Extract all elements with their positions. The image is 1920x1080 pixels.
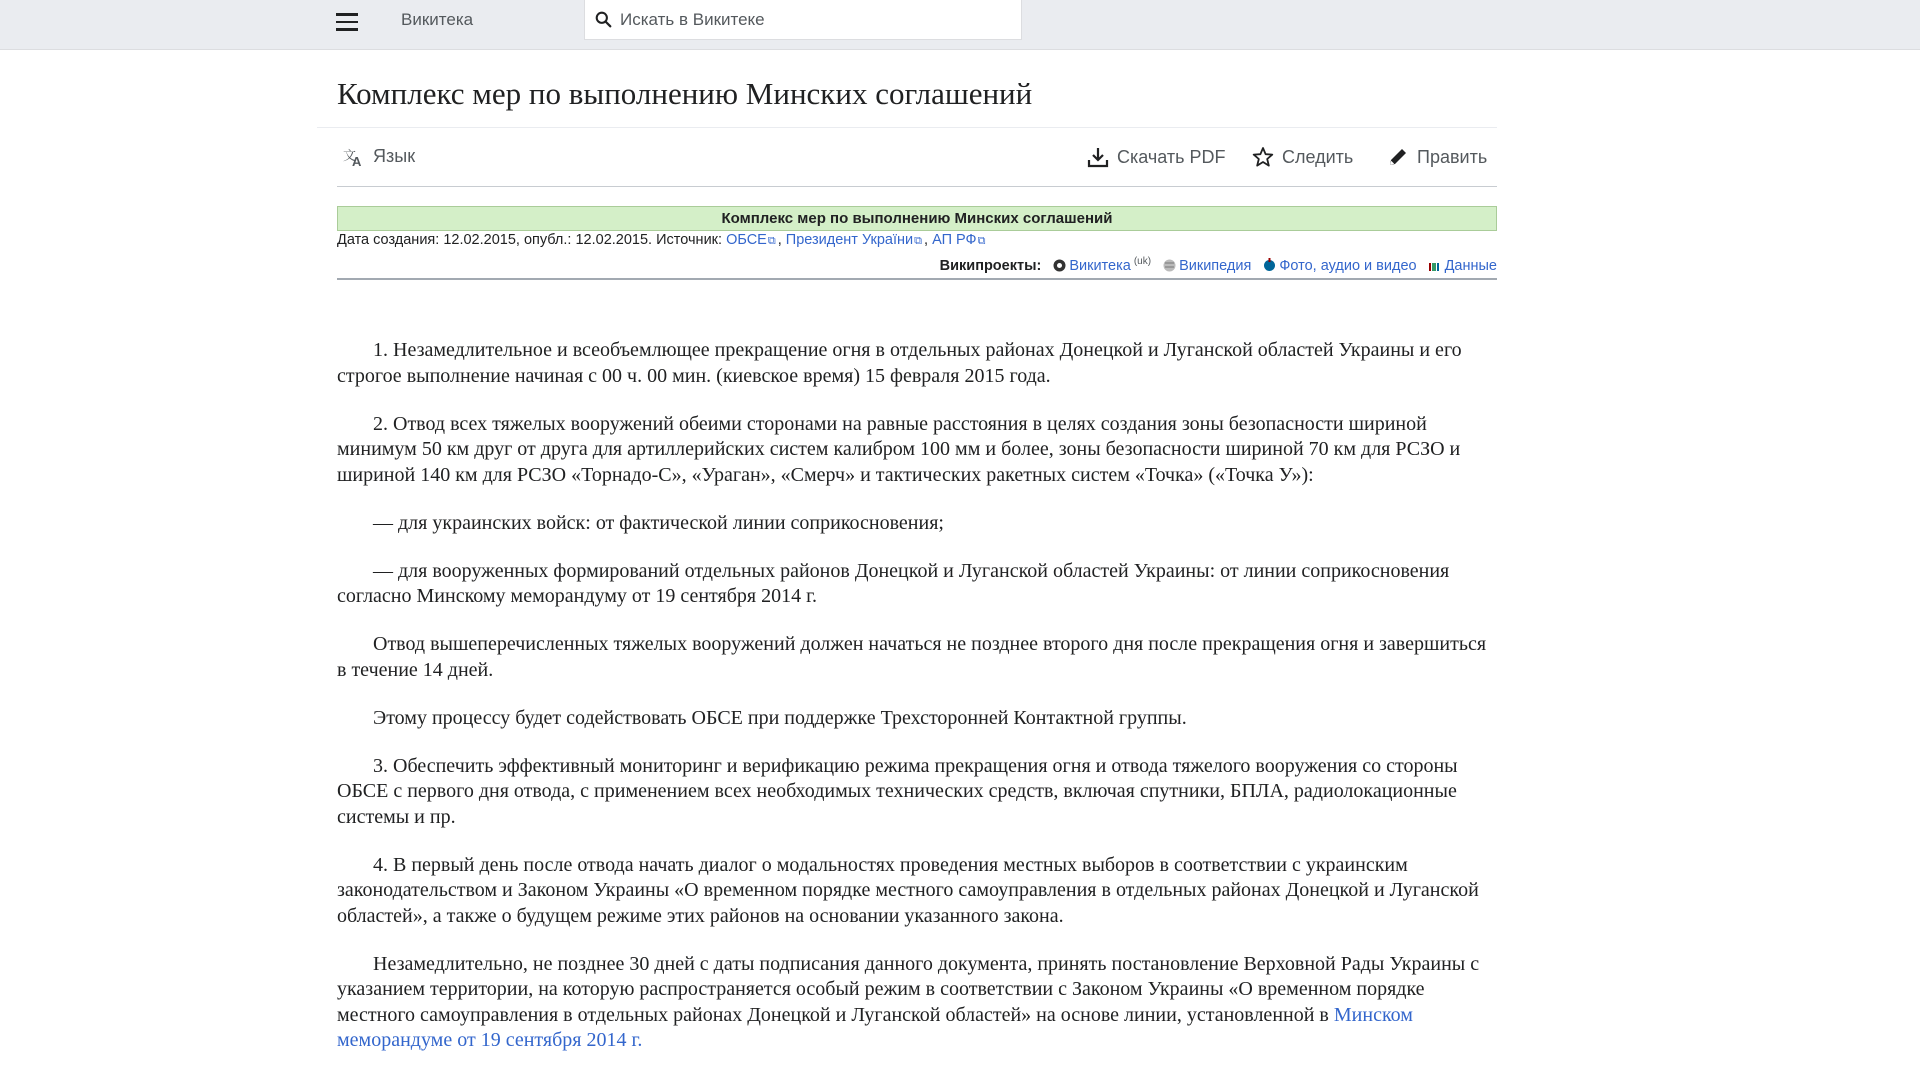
pencil-icon <box>1387 146 1409 168</box>
source-link-osce[interactable]: ОБСЕ <box>726 232 767 248</box>
commons-icon <box>1263 257 1276 272</box>
external-link-icon: ⧉ <box>914 235 922 247</box>
download-pdf-label: Скачать PDF <box>1117 146 1226 167</box>
language-icon <box>343 147 365 167</box>
project-link-wikisource[interactable]: Викитека <box>1069 258 1131 274</box>
source-link-president[interactable]: Президент України <box>785 232 914 248</box>
edit-button[interactable] <box>1387 146 1487 168</box>
paragraph: 1. Незамедлительное и всеобъемлющее прекращение огня в отдельных районах Донецкой и Луганской областей Украины и его строгое выполнение начиная с 00 ч. 00 мин. (киевское время) 15 февраля 2015 года. <box>337 339 1462 387</box>
download-pdf-button[interactable] <box>1087 146 1226 168</box>
document-meta: Дата создания: 12.02.2015, опубл.: 12.02.2015. Источник: ОБСЕ⧉ , Президент України⧉ , АП РФ⧉ <box>337 232 986 248</box>
language-label: Язык <box>373 146 416 166</box>
external-link-icon: ⧉ <box>977 235 986 247</box>
svg-text:A: A <box>352 153 362 167</box>
top-header <box>0 0 1920 50</box>
project-link-wikipedia[interactable]: Википедия <box>1179 258 1252 274</box>
wikiprojects-label: Википроекты: <box>939 258 1042 274</box>
svg-text:文: 文 <box>343 147 357 163</box>
paragraph: Этому процессу будет содействовать ОБСЕ при поддержке Трехсторонней Контактной группы. <box>373 706 1187 729</box>
search-input[interactable] <box>620 10 1000 30</box>
paragraph: 2. Отвод всех тяжелых вооружений обеими сторонами на равные расстояния в целях создания зоны безопасности шириной минимум 50 км друг от друга для артиллерийских систем калибром 100 мм и более, зоны безопасности шириной 70 км для РСЗО и шириной 140 км для РСЗО «Торнадо-С», «Ураган», «Смерч» и тактических ракетных систем «Точка» («Точка У»): <box>337 412 1461 486</box>
search-box[interactable] <box>584 0 1022 40</box>
star-icon <box>1252 146 1274 168</box>
wikipedia-icon <box>1163 259 1176 272</box>
minsk-memorandum-link[interactable]: Минском меморандуме от 19 сентября 2014 г. <box>337 1003 1413 1051</box>
paragraph-text: Незамедлительно, не позднее 30 дней с даты подписания данного документа, принять постановление Верховной Рады Украины с указанием территории, на которую распространяется особый режим в соответствии с Законом Украины «О временном порядке местного самоуправления в отдельных районах Донецкой и Луганской областей» на основе линии, установленной в <box>337 952 1480 1026</box>
paragraph: 4. В первый день после отвода начать диалог о модальностях проведения местных выборов в соответствии с украинским законодательством и Законом Украины «О временном порядке местного самоуправления в отдельных районах Донецкой и Луганской областей», а также о будущем режиме этих районов на основании указанного закона. <box>337 853 1479 927</box>
document-header-title: Комплекс мер по выполнению Минских соглашений <box>337 206 1497 231</box>
document-body <box>337 338 1497 1076</box>
search-icon <box>595 11 612 28</box>
language-button[interactable] <box>343 146 415 167</box>
project-link-commons[interactable]: Фото, аудио и видео <box>1279 258 1417 274</box>
project-link-wikidata[interactable]: Данные <box>1444 258 1497 274</box>
site-name[interactable]: Викитека <box>401 10 474 29</box>
main-menu-icon[interactable] <box>333 7 363 37</box>
source-link-ap-rf[interactable]: АП РФ <box>932 232 977 248</box>
wikisource-icon <box>1053 259 1066 272</box>
edit-label: Править <box>1417 146 1488 167</box>
paragraph: — для вооруженных формирований отдельных районов Донецкой и Луганской областей Украины: от линии соприкосновения согласно Минскому меморандуму от 19 сентября 2014 г. <box>337 559 1450 607</box>
download-icon <box>1087 146 1109 168</box>
page-title: Комплекс мер по выполнению Минских соглашений <box>337 76 1033 111</box>
toolbar-divider <box>337 186 1497 187</box>
project-sup: (uk) <box>1133 256 1152 267</box>
title-divider <box>317 127 1497 128</box>
watch-button[interactable] <box>1252 146 1353 168</box>
template-divider <box>337 278 1497 280</box>
paragraph: 3. Обеспечить эффективный мониторинг и верификацию режима прекращения огня и отвода тяжелого вооружения со стороны ОБСЕ с первого дня отвода, с применением всех необходимых технических средств, включая спутники, БПЛА, радиолокационные системы и пр. <box>337 754 1458 828</box>
external-link-icon: ⧉ <box>767 235 776 247</box>
watch-label: Следить <box>1282 146 1354 167</box>
document-meta-text: Дата создания: 12.02.2015, опубл.: 12.02.2015. Источник: <box>337 232 723 248</box>
paragraph: — для украинских войск: от фактической линии соприкосновения; <box>373 511 944 534</box>
page-toolbar <box>337 146 1497 176</box>
paragraph <box>337 952 1497 1054</box>
wikidata-icon <box>1429 262 1442 272</box>
paragraph: Отвод вышеперечисленных тяжелых вооружений должен начаться не позднее второго дня после прекращения огня и завершиться в течение 14 дней. <box>337 633 1487 681</box>
wikiprojects-bar <box>337 256 1497 274</box>
